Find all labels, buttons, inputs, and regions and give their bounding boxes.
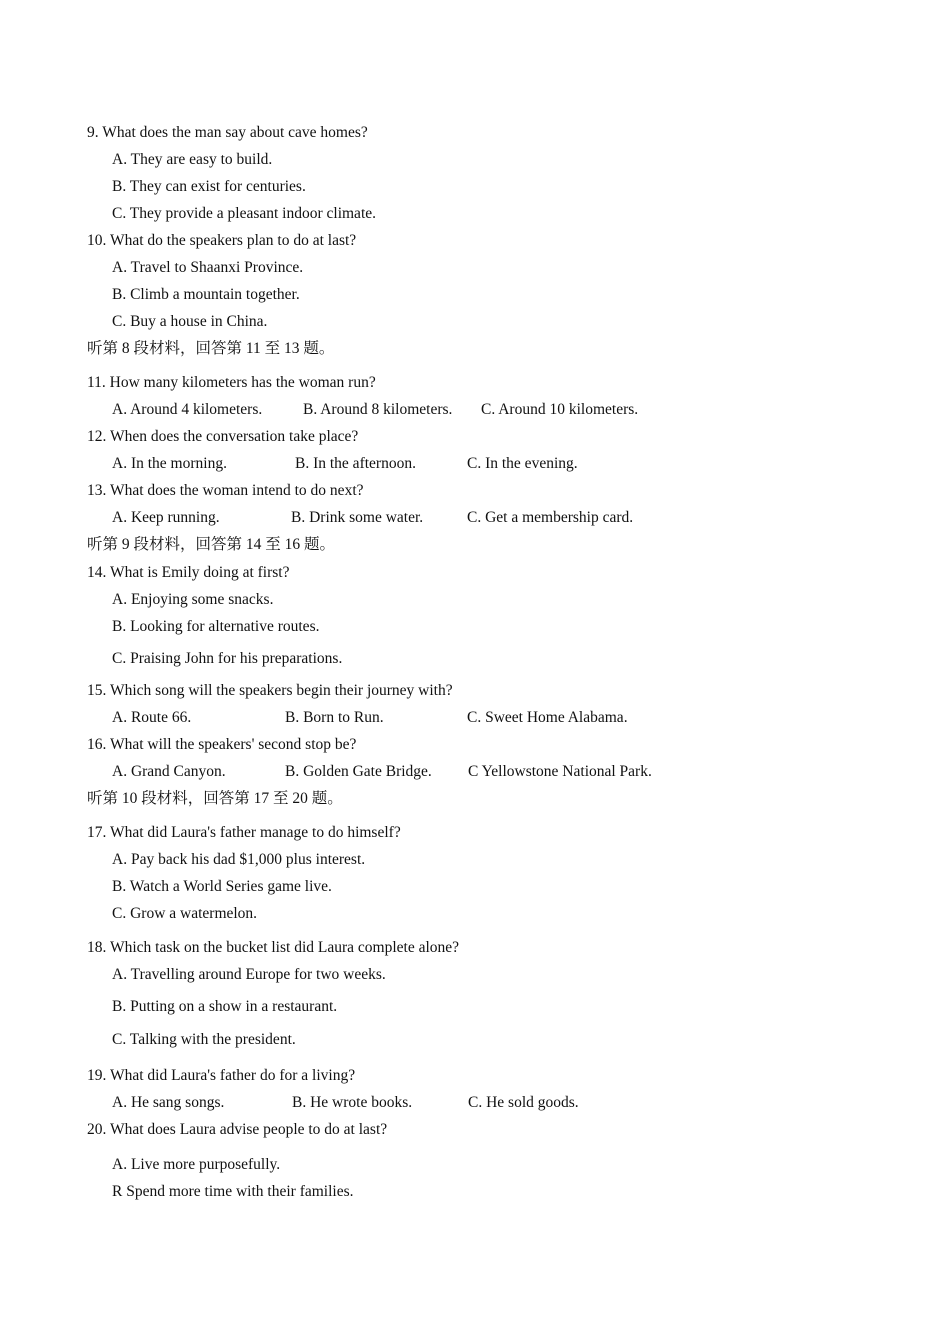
q16-option-a: A. Grand Canyon. [112, 763, 226, 780]
q15-option-a: A. Route 66. [112, 709, 192, 726]
question-19: 19. What did Laura's father do for a living? [87, 1067, 356, 1084]
q19-option-a: A. He sang songs. [112, 1094, 225, 1111]
q10-option-c: C. Buy a house in China. [112, 313, 268, 330]
q18-option-b: B. Putting on a show in a restaurant. [112, 998, 338, 1015]
q11-option-b: B. Around 8 kilometers. [303, 401, 453, 418]
q14-option-a: A. Enjoying some snacks. [112, 591, 274, 608]
q13-option-c: C. Get a membership card. [467, 509, 634, 526]
q18-option-c: C. Talking with the president. [112, 1031, 296, 1048]
q13-option-a: A. Keep running. [112, 509, 220, 526]
q9-option-c: C. They provide a pleasant indoor climate. [112, 205, 376, 222]
question-15: 15. Which song will the speakers begin their journey with? [87, 682, 453, 699]
q12-option-b: B. In the afternoon. [295, 455, 416, 472]
section-9-heading: 听第 9 段材料，回答第 14 至 16 题。 [87, 536, 336, 553]
question-16: 16. What will the speakers' second stop be? [87, 736, 357, 753]
q15-option-c: C. Sweet Home Alabama. [467, 709, 628, 726]
question-13: 13. What does the woman intend to do next? [87, 482, 364, 499]
q18-option-a: A. Travelling around Europe for two weeks. [112, 966, 386, 983]
section-10-heading: 听第 10 段材料，回答第 17 至 20 题。 [87, 790, 343, 807]
q10-option-a: A. Travel to Shaanxi Province. [112, 259, 304, 276]
q17-option-c: C. Grow a watermelon. [112, 905, 258, 922]
q20-option-a: A. Live more purposefully. [112, 1156, 281, 1173]
q16-option-b: B. Golden Gate Bridge. [285, 763, 432, 780]
q14-option-c: C. Praising John for his preparations. [112, 650, 343, 667]
question-18: 18. Which task on the bucket list did Laura complete alone? [87, 939, 460, 956]
question-12: 12. When does the conversation take place? [87, 428, 359, 445]
q12-option-a: A. In the morning. [112, 455, 227, 472]
q12-option-c: C. In the evening. [467, 455, 578, 472]
q19-option-b: B. He wrote books. [292, 1094, 413, 1111]
question-10: 10. What do the speakers plan to do at last? [87, 232, 357, 249]
q15-option-b: B. Born to Run. [285, 709, 384, 726]
q17-option-a: A. Pay back his dad $1,000 plus interest. [112, 851, 366, 868]
q9-option-b: B. They can exist for centuries. [112, 178, 306, 195]
question-11: 11. How many kilometers has the woman run? [87, 374, 376, 391]
q9-option-a: A. They are easy to build. [112, 151, 273, 168]
q14-option-b: B. Looking for alternative routes. [112, 618, 320, 635]
question-20: 20. What does Laura advise people to do at last? [87, 1121, 388, 1138]
q13-option-b: B. Drink some water. [291, 509, 424, 526]
q20-option-b: R Spend more time with their families. [112, 1183, 354, 1200]
q11-option-c: C. Around 10 kilometers. [481, 401, 639, 418]
question-9: 9. What does the man say about cave homes? [87, 124, 368, 141]
q19-option-c: C. He sold goods. [468, 1094, 579, 1111]
q11-option-a: A. Around 4 kilometers. [112, 401, 263, 418]
section-8-heading: 听第 8 段材料，回答第 11 至 13 题。 [87, 340, 335, 357]
q10-option-b: B. Climb a mountain together. [112, 286, 300, 303]
q17-option-b: B. Watch a World Series game live. [112, 878, 332, 895]
question-17: 17. What did Laura's father manage to do himself? [87, 824, 401, 841]
q16-option-c: C Yellowstone National Park. [468, 763, 652, 780]
question-14: 14. What is Emily doing at first? [87, 564, 290, 581]
